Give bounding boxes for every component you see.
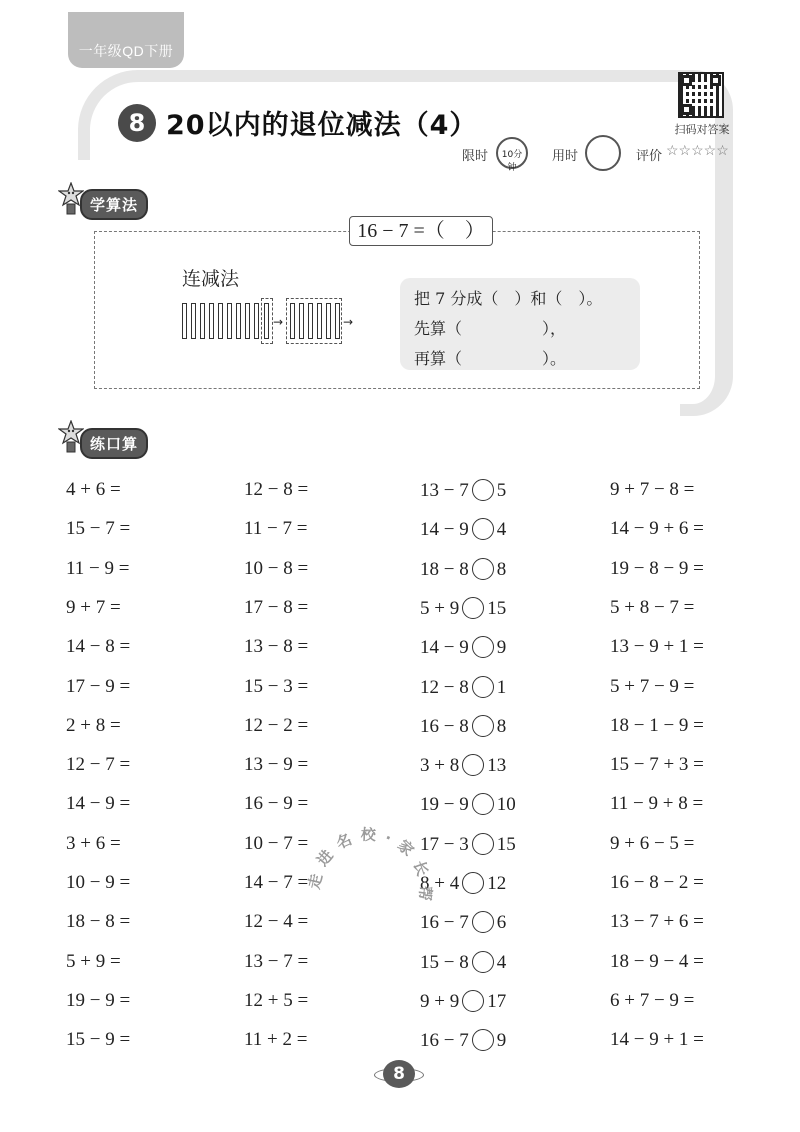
arithmetic-problem[interactable]: 19 − 9 = (66, 989, 131, 1011)
compare-circle[interactable] (472, 636, 494, 658)
arithmetic-problem[interactable]: 18 − 1 − 9 = (610, 714, 704, 736)
compare-left: 8 + 4 (420, 873, 460, 894)
compare-left: 5 + 9 (420, 597, 460, 619)
arithmetic-problem[interactable]: 16 − 9 = (244, 793, 309, 815)
compare-left: 15 − 8 (420, 951, 469, 973)
compare-circle[interactable] (472, 1029, 494, 1051)
grade-label: 一年级QD下册 (78, 43, 174, 59)
arithmetic-problem[interactable]: 15 − 7 + 3 = (610, 754, 704, 776)
compare-circle[interactable] (462, 990, 484, 1012)
time-used-circle[interactable] (585, 135, 621, 171)
compare-problem[interactable] (420, 518, 506, 541)
arithmetic-problem[interactable]: 11 − 9 = (66, 557, 130, 579)
compare-circle[interactable] (472, 558, 494, 580)
svg-text:走进名校·家长帮 (305, 826, 435, 910)
arithmetic-problem[interactable]: 10 − 8 = (244, 557, 309, 579)
arithmetic-problem[interactable]: 10 − 9 = (66, 872, 131, 893)
compare-problem[interactable] (420, 1029, 506, 1052)
stick (209, 303, 214, 339)
compare-circle[interactable] (472, 951, 494, 973)
compare-right: 15 (487, 597, 507, 619)
stick (264, 303, 269, 339)
compare-right: 17 (487, 990, 507, 1012)
compare-left: 19 − 9 (420, 794, 469, 816)
stick (245, 303, 250, 339)
arithmetic-problem[interactable]: 9 + 7 − 8 = (610, 479, 695, 500)
arithmetic-problem[interactable]: 9 + 7 = (66, 596, 121, 618)
practice-section-title: 练口算 (80, 428, 148, 459)
compare-right: 8 (496, 715, 507, 737)
arithmetic-problem[interactable]: 6 + 7 − 9 = (610, 989, 695, 1011)
compare-left: 17 − 3 (420, 833, 469, 855)
compare-circle[interactable] (462, 754, 484, 776)
arithmetic-problem[interactable]: 2 + 8 = (66, 714, 121, 736)
time-limit-label: 限时 (462, 149, 489, 164)
compare-problem[interactable] (420, 990, 506, 1013)
arithmetic-problem[interactable]: 5 + 8 − 7 = (610, 596, 695, 618)
arithmetic-problem[interactable]: 11 − 9 + 8 = (610, 793, 704, 815)
compare-circle[interactable] (472, 833, 494, 855)
compare-right: 6 (496, 912, 507, 934)
compare-circle[interactable] (462, 872, 484, 894)
compare-problem[interactable] (420, 676, 506, 699)
compare-problem[interactable] (420, 479, 506, 502)
learn-section-title: 学算法 (80, 189, 148, 220)
watermark-text: 走进名校·家长帮 (305, 825, 435, 910)
compare-problem[interactable] (420, 754, 506, 777)
compare-left: 12 − 8 (420, 676, 469, 698)
compare-problem[interactable] (420, 597, 506, 620)
compare-problem[interactable] (420, 793, 516, 816)
compare-right: 15 (496, 833, 516, 855)
stick (290, 303, 295, 339)
arithmetic-problem[interactable]: 13 − 9 = (244, 754, 309, 776)
compare-left: 18 − 8 (420, 558, 469, 580)
stick (182, 303, 187, 339)
watermark (300, 820, 440, 960)
compare-circle[interactable] (462, 597, 484, 619)
compare-left: 16 − 8 (420, 715, 469, 737)
compare-right: 13 (487, 755, 507, 777)
compare-circle[interactable] (472, 911, 494, 933)
compare-left: 14 − 9 (420, 637, 469, 659)
stick (335, 303, 340, 339)
arrow-icon: → (273, 315, 284, 329)
stick (317, 303, 322, 339)
arithmetic-problem[interactable]: 12 − 8 = (244, 479, 309, 500)
method-name: 连减法 (182, 268, 240, 290)
time-limit-value: 10分钟 (501, 150, 523, 173)
arithmetic-problem[interactable]: 12 − 4 = (244, 911, 309, 933)
arithmetic-problem[interactable]: 17 − 8 = (244, 596, 309, 618)
arrow-icon: → (343, 315, 354, 329)
compare-left: 3 + 8 (420, 755, 460, 777)
compare-problem[interactable] (420, 558, 506, 581)
arithmetic-problem[interactable]: 3 + 6 = (66, 832, 121, 854)
arithmetic-problem[interactable]: 14 − 9 = (66, 793, 131, 815)
arithmetic-problem[interactable]: 14 − 8 = (66, 636, 131, 658)
compare-circle[interactable] (472, 479, 494, 501)
arithmetic-problem[interactable]: 9 + 6 − 5 = (610, 832, 695, 854)
arithmetic-problem[interactable]: 18 − 8 = (66, 911, 131, 933)
arithmetic-problem[interactable]: 16 − 8 − 2 = (610, 872, 704, 893)
qr-label: 扫码对答案 (674, 123, 730, 136)
fill-line[interactable]: 再算（ ）。 (414, 349, 567, 368)
arithmetic-problem[interactable]: 15 − 7 = (66, 518, 131, 540)
compare-circle[interactable] (472, 793, 494, 815)
arithmetic-problem[interactable]: 12 − 2 = (244, 714, 309, 736)
compare-left: 16 − 7 (420, 1030, 469, 1052)
timer-icon (496, 137, 528, 173)
compare-right: 8 (496, 558, 507, 580)
arithmetic-problem[interactable]: 13 − 7 + 6 = (610, 911, 704, 933)
stick (326, 303, 331, 339)
lesson-number-badge: 8 (118, 104, 156, 142)
qr-code-icon[interactable] (678, 72, 724, 118)
fill-line[interactable]: 把 7 分成（ ）和（ ）。 (414, 289, 603, 308)
stick (191, 303, 196, 339)
arithmetic-problem[interactable]: 19 − 8 − 9 = (610, 557, 704, 579)
stick (200, 303, 205, 339)
compare-right: 10 (496, 794, 516, 816)
arithmetic-problem[interactable]: 13 − 7 = (244, 950, 309, 972)
arithmetic-problem[interactable]: 14 − 9 + 6 = (610, 518, 704, 540)
stick (299, 303, 304, 339)
fill-line[interactable]: 先算（ ）， (414, 319, 567, 338)
stick (308, 303, 313, 339)
compare-problem[interactable] (420, 715, 506, 738)
stick (218, 303, 223, 339)
arithmetic-problem[interactable]: 11 − 7 = (244, 518, 308, 540)
rating-stars-icon[interactable]: ☆☆☆☆☆ (666, 144, 729, 159)
example-equation: 16 − 7 =（ ） (349, 216, 493, 246)
arithmetic-problem[interactable]: 18 − 9 − 4 = (610, 950, 704, 972)
fill-in-box (400, 278, 640, 370)
lesson-title: 20以内的退位减法（4） (166, 110, 478, 141)
arithmetic-problem[interactable]: 15 − 3 = (244, 675, 309, 697)
compare-right: 4 (496, 519, 507, 541)
compare-left: 16 − 7 (420, 912, 469, 934)
compare-circle[interactable] (472, 676, 494, 698)
compare-left: 13 − 7 (420, 480, 469, 501)
arithmetic-problem[interactable]: 10 − 7 = (244, 832, 309, 854)
grade-tab (68, 12, 184, 68)
arithmetic-problem[interactable]: 17 − 9 = (66, 675, 131, 697)
time-used-label: 用时 (552, 149, 579, 164)
compare-right: 12 (487, 873, 507, 894)
arithmetic-problem[interactable]: 5 + 9 = (66, 950, 121, 972)
compare-circle[interactable] (472, 518, 494, 540)
arithmetic-problem[interactable]: 15 − 9 = (66, 1029, 131, 1051)
arithmetic-problem[interactable]: 5 + 7 − 9 = (610, 675, 695, 697)
arithmetic-problem[interactable]: 13 − 8 = (244, 636, 309, 658)
track-mask-bottom (60, 380, 680, 440)
arithmetic-problem[interactable]: 11 + 2 = (244, 1029, 308, 1051)
page-number: 8 (383, 1060, 415, 1088)
compare-circle[interactable] (472, 715, 494, 737)
compare-right: 9 (496, 637, 507, 659)
arithmetic-problem[interactable]: 14 − 7 = (244, 872, 309, 893)
compare-problem[interactable] (420, 636, 506, 659)
compare-left: 14 − 9 (420, 519, 469, 541)
stick (227, 303, 232, 339)
rating-label: 评价 (636, 149, 663, 164)
compare-left: 9 + 9 (420, 990, 460, 1012)
arithmetic-problem[interactable]: 4 + 6 = (66, 479, 121, 500)
arithmetic-problem[interactable]: 12 − 7 = (66, 754, 131, 776)
arithmetic-problem[interactable]: 12 + 5 = (244, 989, 309, 1011)
stick (236, 303, 241, 339)
compare-right: 1 (496, 676, 507, 698)
compare-right: 5 (496, 480, 507, 501)
arithmetic-problem[interactable]: 13 − 9 + 1 = (610, 636, 704, 658)
stick (254, 303, 259, 339)
compare-right: 4 (496, 951, 507, 973)
arithmetic-problem[interactable]: 14 − 9 + 1 = (610, 1029, 704, 1051)
compare-right: 9 (496, 1030, 507, 1052)
